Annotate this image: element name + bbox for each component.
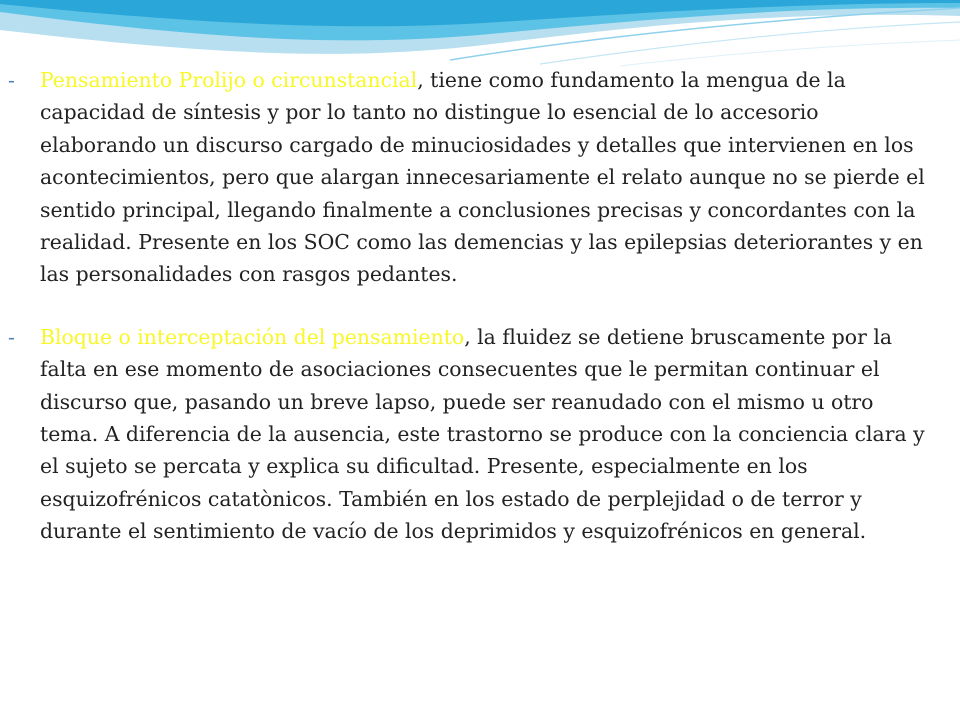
term-highlight: Bloque o interceptación del pensamiento xyxy=(40,324,465,349)
wave-line-3 xyxy=(620,40,960,66)
bullet-dash: - xyxy=(8,68,15,92)
bullet-description: , tiene como fundamento la mengua de la capacidad de síntesis y por lo tanto no distingue lo esencial de lo accesorio elaborando un discurso cargado de minuciosidades y detalles que intervienen en los acontecimientos, pero que alargan innecesariamente el relato aunque no se pierde el sentido principal, llegando finalmente a conclusiones precisas y concordantes con la realidad. Presente en los SOC como las demencias y las epilepsias deteriorantes y en las personalidades con rasgos pedantes. xyxy=(40,68,925,287)
bullet-paragraph xyxy=(40,321,933,548)
term-highlight: Pensamiento Prolijo o circunstancial xyxy=(40,68,418,92)
bullet-item-bloque xyxy=(8,321,933,548)
bullet-description: , la fluidez se detiene bruscamente por la falta en ese momento de asociaciones consecuentes que le permitan continuar el discurso que, pasando un breve lapso, puede ser reanudado con el mismo u otro tema. A diferencia de la ausencia, este trastorno se produce con la conciencia clara y el sujeto se percata y explica su dificultad. Presente, especialmente en los esquizofrénicos catatònicos. También en los estado de perplejidad o de terror y durante el sentimiento de vacío de los deprimidos y esquizofrénicos en general. xyxy=(40,324,925,544)
bullet-dash: - xyxy=(8,324,15,349)
slide-body xyxy=(8,64,933,548)
bullet-paragraph xyxy=(40,64,933,291)
bullet-item-prolijo xyxy=(8,64,933,291)
